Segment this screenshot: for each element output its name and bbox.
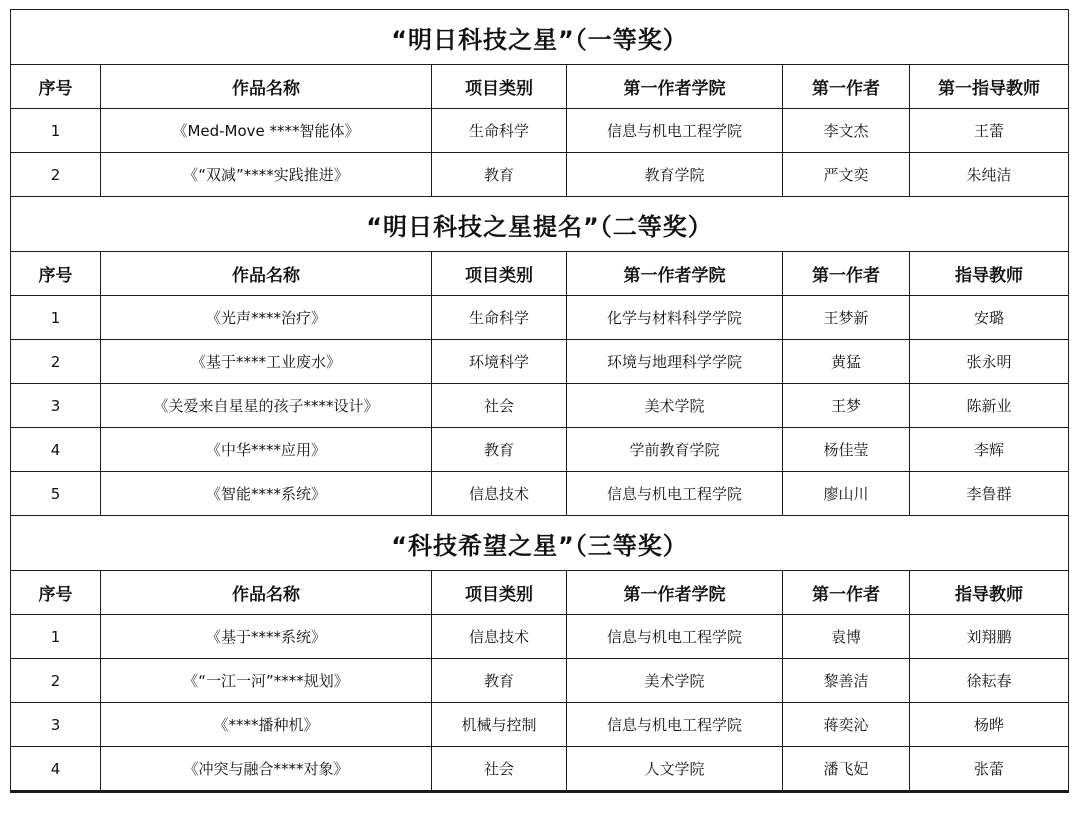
cell-advisor: 张蕾 [910,747,1069,792]
column-header-advisor: 指导教师 [910,252,1069,296]
table-row [11,615,1069,659]
cell-work-title: 《光声****治疗》 [101,296,432,340]
cell-project-category: 信息技术 [432,472,567,516]
column-header-project-category: 项目类别 [432,252,567,296]
cell-first-author-college: 信息与机电工程学院 [567,615,783,659]
award-table-body [11,10,1069,792]
column-header-first-author: 第一作者 [783,252,910,296]
column-header-work-title: 作品名称 [101,65,432,109]
column-header-serial-number: 序号 [11,571,101,615]
cell-project-category: 机械与控制 [432,703,567,747]
cell-project-category: 教育 [432,659,567,703]
cell-project-category: 社会 [432,384,567,428]
cell-serial-number: 2 [11,153,101,197]
cell-work-title: 《智能****系统》 [101,472,432,516]
cell-serial-number: 3 [11,703,101,747]
cell-serial-number: 1 [11,109,101,153]
cell-work-title: 《基于****工业废水》 [101,340,432,384]
cell-first-author: 廖山川 [783,472,910,516]
column-header-first-author: 第一作者 [783,571,910,615]
column-header-first-author-college: 第一作者学院 [567,571,783,615]
cell-advisor: 朱纯洁 [910,153,1069,197]
column-header-project-category: 项目类别 [432,65,567,109]
column-header-row [11,65,1069,109]
cell-first-author-college: 化学与材料科学学院 [567,296,783,340]
table-row [11,384,1069,428]
cell-advisor: 李辉 [910,428,1069,472]
section-title-row [11,197,1069,252]
table-row [11,472,1069,516]
cell-first-author-college: 教育学院 [567,153,783,197]
cell-serial-number: 1 [11,615,101,659]
cell-serial-number: 4 [11,747,101,792]
table-row [11,340,1069,384]
cell-first-author-college: 信息与机电工程学院 [567,109,783,153]
column-header-serial-number: 序号 [11,65,101,109]
cell-first-author-college: 环境与地理科学学院 [567,340,783,384]
section-title: “明日科技之星提名”（二等奖） [11,197,1069,252]
cell-advisor: 李鲁群 [910,472,1069,516]
cell-serial-number: 1 [11,296,101,340]
cell-work-title: 《“双减”****实践推进》 [101,153,432,197]
section-title-row [11,10,1069,65]
cell-first-author: 黎善洁 [783,659,910,703]
cell-first-author-college: 学前教育学院 [567,428,783,472]
cell-first-author-college: 信息与机电工程学院 [567,703,783,747]
cell-advisor: 安璐 [910,296,1069,340]
cell-project-category: 社会 [432,747,567,792]
table-row [11,747,1069,792]
section-title-row [11,516,1069,571]
cell-advisor: 杨晔 [910,703,1069,747]
cell-work-title: 《****播种机》 [101,703,432,747]
cell-first-author-college: 人文学院 [567,747,783,792]
cell-advisor: 张永明 [910,340,1069,384]
cell-first-author-college: 美术学院 [567,384,783,428]
cell-first-author: 严文奕 [783,153,910,197]
cell-serial-number: 2 [11,659,101,703]
column-header-first-author: 第一作者 [783,65,910,109]
cell-advisor: 陈新业 [910,384,1069,428]
cell-serial-number: 3 [11,384,101,428]
cell-first-author-college: 信息与机电工程学院 [567,472,783,516]
section-title: “明日科技之星”（一等奖） [11,10,1069,65]
cell-project-category: 教育 [432,428,567,472]
cell-project-category: 生命科学 [432,296,567,340]
table-row [11,153,1069,197]
cell-project-category: 教育 [432,153,567,197]
table-row [11,109,1069,153]
cell-work-title: 《“一江一河”****规划》 [101,659,432,703]
table-row [11,296,1069,340]
cell-first-author: 袁博 [783,615,910,659]
column-header-work-title: 作品名称 [101,252,432,296]
cell-advisor: 徐耘春 [910,659,1069,703]
column-header-advisor: 第一指导教师 [910,65,1069,109]
cell-work-title: 《基于****系统》 [101,615,432,659]
cell-project-category: 环境科学 [432,340,567,384]
cell-serial-number: 5 [11,472,101,516]
cell-first-author: 李文杰 [783,109,910,153]
cell-project-category: 信息技术 [432,615,567,659]
cell-first-author: 蒋奕沁 [783,703,910,747]
cell-advisor: 王蕾 [910,109,1069,153]
section-title: “科技希望之星”（三等奖） [11,516,1069,571]
cell-work-title: 《中华****应用》 [101,428,432,472]
column-header-row [11,571,1069,615]
cell-first-author-college: 美术学院 [567,659,783,703]
cell-advisor: 刘翔鹏 [910,615,1069,659]
cell-first-author: 潘飞妃 [783,747,910,792]
award-list-table [10,9,1069,793]
cell-work-title: 《Med-Move ****智能体》 [101,109,432,153]
column-header-row [11,252,1069,296]
cell-first-author: 黄猛 [783,340,910,384]
column-header-first-author-college: 第一作者学院 [567,252,783,296]
cell-first-author: 杨佳莹 [783,428,910,472]
cell-first-author: 王梦 [783,384,910,428]
cell-serial-number: 2 [11,340,101,384]
column-header-advisor: 指导教师 [910,571,1069,615]
column-header-serial-number: 序号 [11,252,101,296]
column-header-project-category: 项目类别 [432,571,567,615]
table-row [11,659,1069,703]
cell-work-title: 《关爱来自星星的孩子****设计》 [101,384,432,428]
table-row [11,703,1069,747]
cell-work-title: 《冲突与融合****对象》 [101,747,432,792]
cell-serial-number: 4 [11,428,101,472]
column-header-first-author-college: 第一作者学院 [567,65,783,109]
cell-project-category: 生命科学 [432,109,567,153]
column-header-work-title: 作品名称 [101,571,432,615]
cell-first-author: 王梦新 [783,296,910,340]
table-row [11,428,1069,472]
